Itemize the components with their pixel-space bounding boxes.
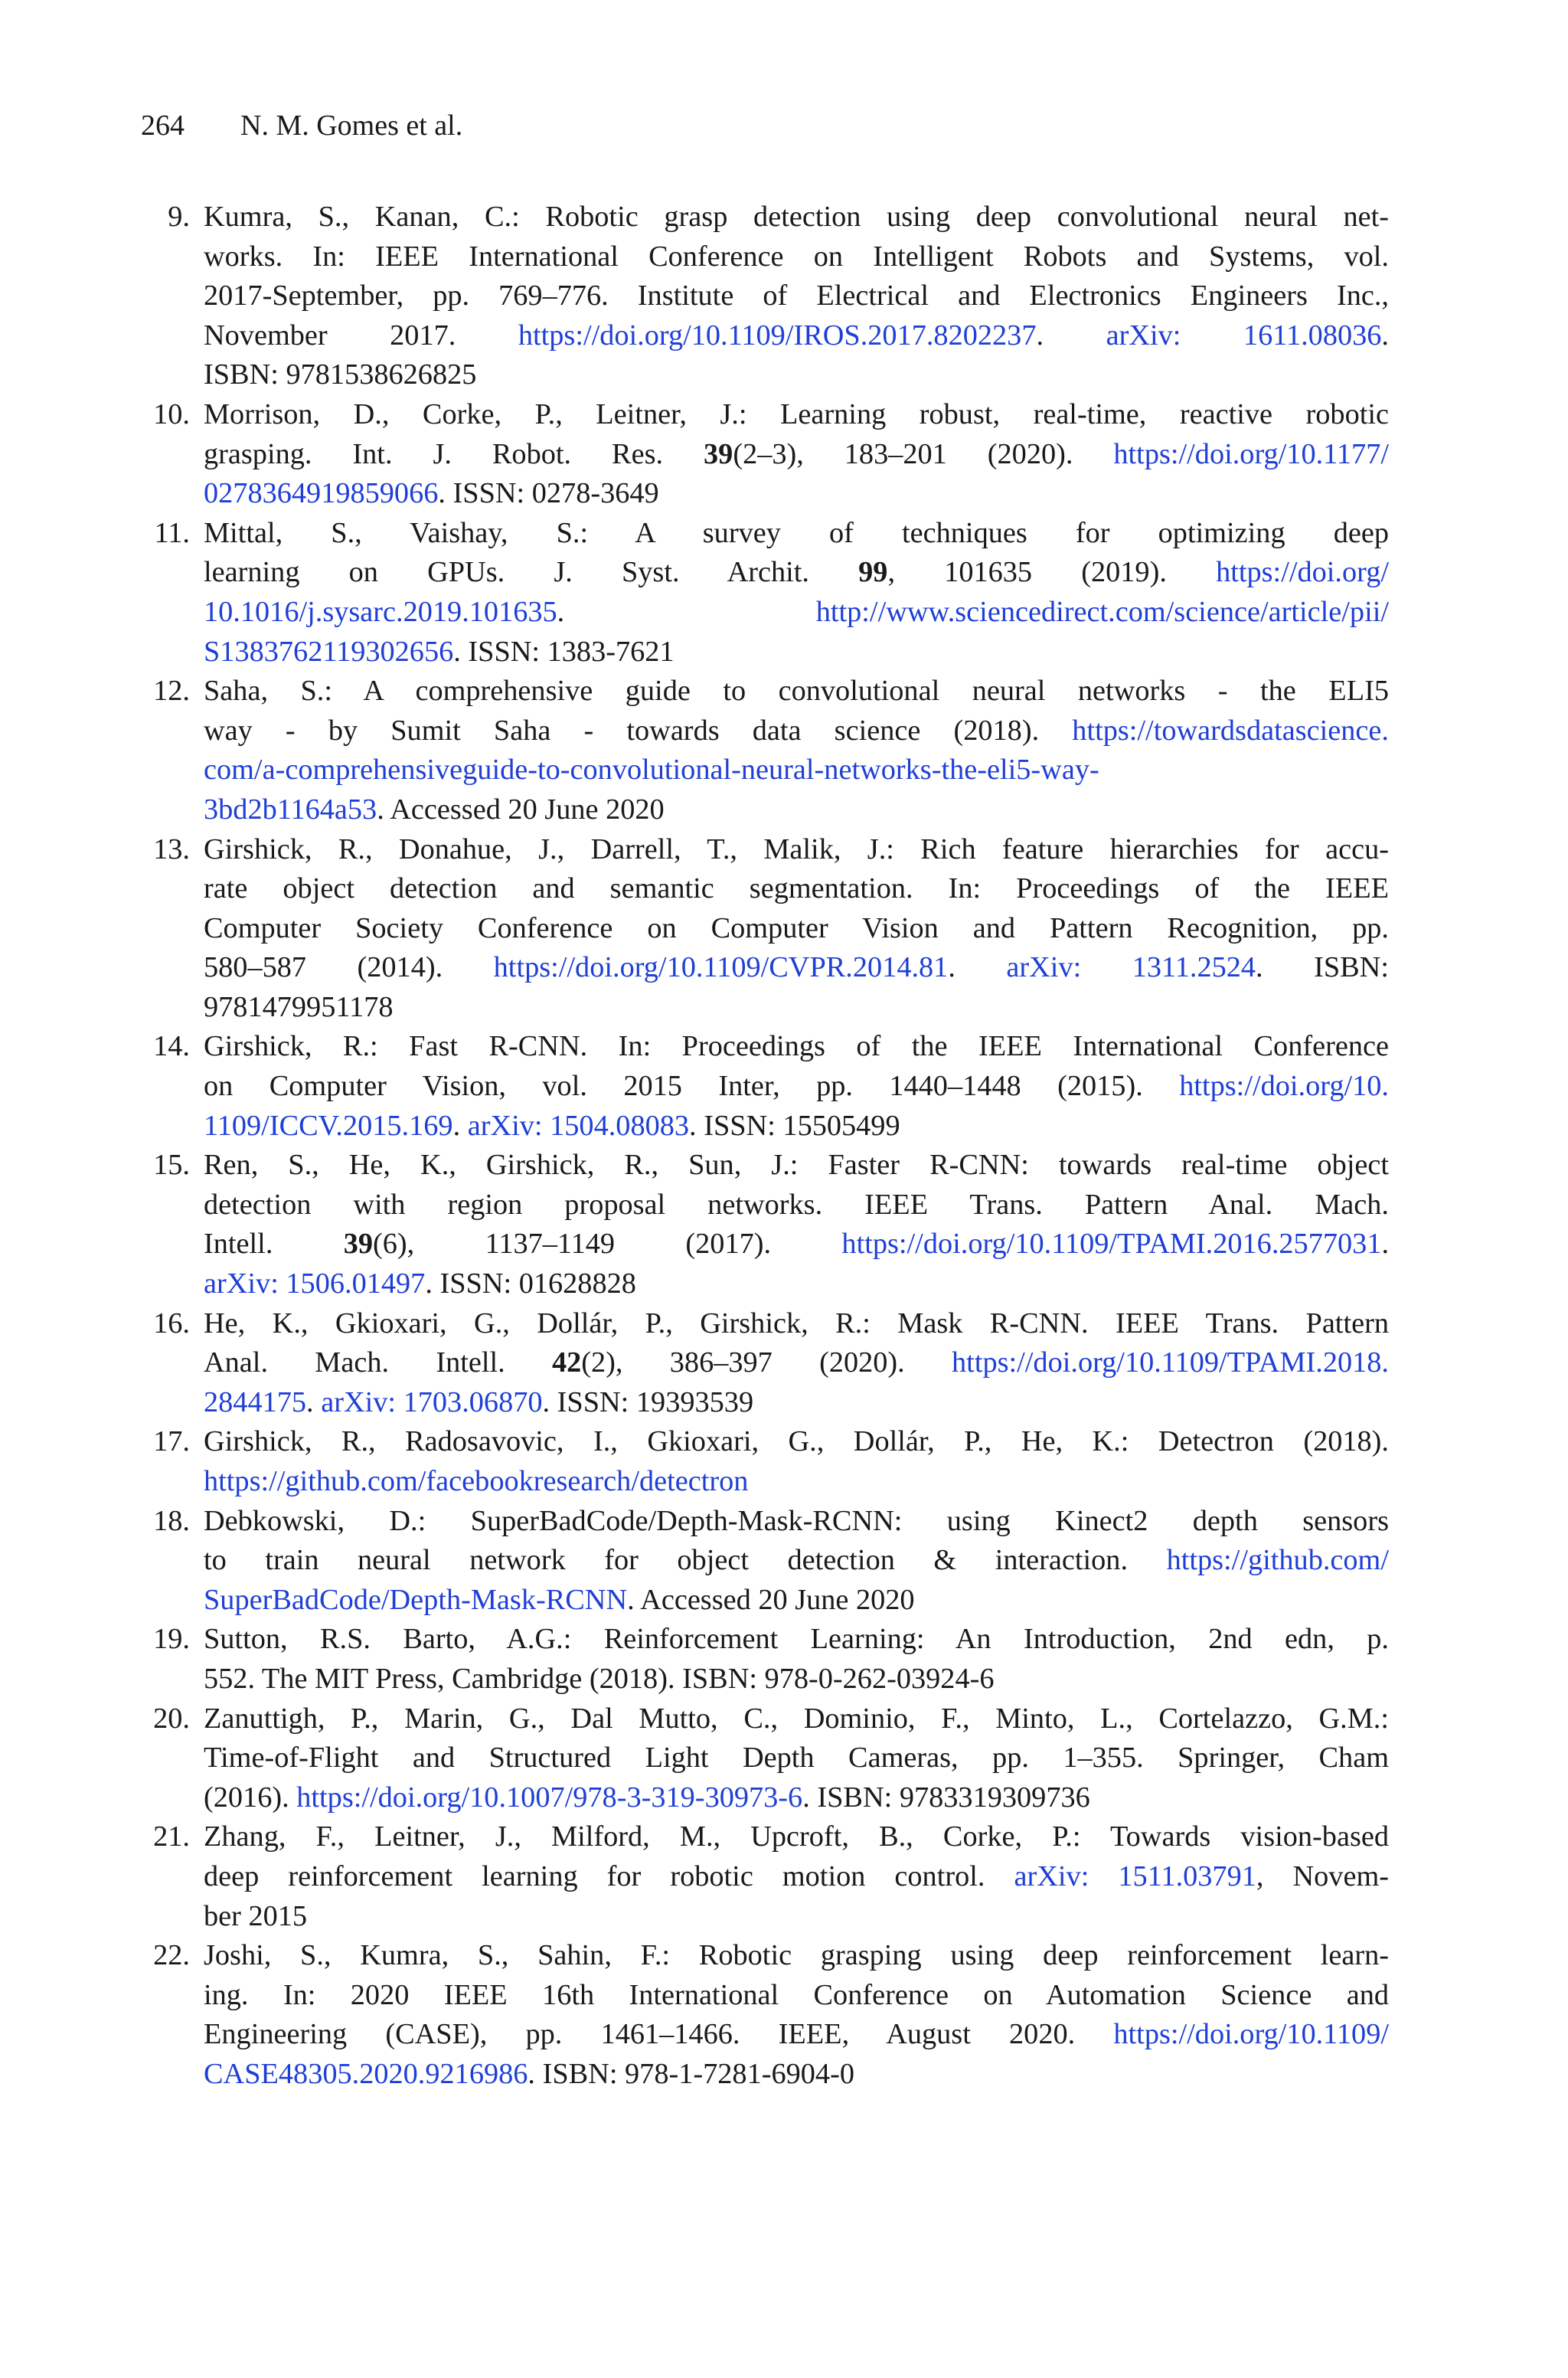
- reference-text: Engineering (CASE), pp. 1461–1466. IEEE, August 2020.: [204, 2018, 1114, 2051]
- reference-item: [141, 1304, 1389, 1423]
- reference-item: [141, 830, 1389, 1028]
- reference-link[interactable]: 2844175: [204, 1385, 307, 1418]
- reference-line: [204, 1462, 1389, 1502]
- reference-text: Time-of-Flight and Structured Light Depth Cameras, pp. 1–355. Springer, Cham: [204, 1742, 1389, 1775]
- reference-line: [204, 1107, 1389, 1146]
- reference-line: [204, 316, 1389, 356]
- reference-text: . ISSN: 15505499: [689, 1109, 900, 1142]
- reference-line: [204, 276, 1389, 316]
- reference-line: [204, 751, 1389, 790]
- reference-number: 20.: [153, 1702, 190, 1735]
- reference-line: [204, 830, 1389, 870]
- reference-line: [204, 672, 1389, 711]
- reference-text: . Accessed 20 June 2020: [377, 793, 665, 826]
- reference-text: Kumra, S., Kanan, C.: Robotic grasp detection using deep convolutional neural net-: [204, 201, 1389, 233]
- reference-line: [204, 395, 1389, 435]
- reference-text: on Computer Vision, vol. 2015 Inter, pp. 1440–1448 (2015).: [204, 1070, 1180, 1103]
- reference-text: Girshick, R., Donahue, J., Darrell, T., Malik, J.: Rich feature hierarchies for accu-: [204, 832, 1389, 865]
- reference-number: 18.: [153, 1504, 190, 1537]
- reference-text: .: [557, 595, 816, 628]
- reference-text: .: [1381, 319, 1389, 352]
- reference-number: 10.: [153, 397, 190, 430]
- reference-link[interactable]: CASE48305.2020.9216986: [204, 2057, 528, 2090]
- reference-link[interactable]: S1383762119302656: [204, 635, 454, 668]
- reference-line: [204, 1581, 1389, 1621]
- reference-line: [204, 1027, 1389, 1067]
- reference-line: [204, 1264, 1389, 1304]
- reference-link[interactable]: https://doi.org/10.: [1179, 1070, 1389, 1103]
- reference-line: [204, 474, 1389, 514]
- reference-text: Joshi, S., Kumra, S., Sahin, F.: Robotic grasping using deep reinforcement learn-: [204, 1939, 1389, 1972]
- reference-number: 15.: [153, 1149, 190, 1182]
- reference-line: [204, 1976, 1389, 2016]
- reference-item: [141, 395, 1389, 514]
- reference-link[interactable]: arXiv: 1504.08083: [467, 1109, 690, 1142]
- reference-link[interactable]: https://doi.org/10.1177/: [1113, 437, 1389, 470]
- reference-link[interactable]: arXiv: 1703.06870: [321, 1385, 543, 1418]
- reference-line: [204, 593, 1389, 633]
- reference-number: 13.: [153, 832, 190, 865]
- page-number: 264: [141, 110, 185, 142]
- reference-line: [204, 1541, 1389, 1581]
- reference-line: [204, 1304, 1389, 1344]
- reference-line: [204, 553, 1389, 593]
- reference-text: (2016).: [204, 1781, 297, 1814]
- reference-link[interactable]: https://doi.org/10.1109/CVPR.2014.81: [493, 951, 949, 984]
- reference-text: Girshick, R.: Fast R-CNN. In: Proceedings of the IEEE International Conference: [204, 1030, 1389, 1063]
- reference-text: .: [1036, 319, 1106, 352]
- reference-text: . ISSN: 0278-3649: [438, 477, 659, 510]
- reference-number: 17.: [153, 1425, 190, 1458]
- reference-text: 580–587 (2014).: [204, 951, 494, 984]
- reference-text: . ISSN: 1383-7621: [453, 635, 675, 668]
- reference-line: [204, 237, 1389, 277]
- volume-number: 39: [343, 1228, 374, 1261]
- reference-line: [204, 1660, 1389, 1699]
- reference-link[interactable]: https://doi.org/: [1216, 556, 1389, 589]
- reference-text: .: [452, 1109, 468, 1142]
- reference-text: way - by Sumit Saha - towards data science (2018).: [204, 714, 1073, 747]
- reference-text: Computer Society Conference on Computer Vision and Pattern Recognition, pp.: [204, 911, 1389, 944]
- reference-text: , 101635 (2019).: [887, 556, 1217, 589]
- reference-line: [204, 355, 1389, 395]
- reference-line: [204, 2055, 1389, 2095]
- reference-line: [204, 1817, 1389, 1857]
- reference-text: Zhang, F., Leitner, J., Milford, M., Upcroft, B., Corke, P.: Towards vision-based: [204, 1820, 1389, 1853]
- reference-item: [141, 1422, 1389, 1501]
- reference-link[interactable]: https://doi.org/10.1109/: [1113, 2018, 1389, 2051]
- reference-link[interactable]: 10.1016/j.sysarc.2019.101635: [204, 595, 557, 628]
- reference-link[interactable]: https://doi.org/10.1109/IROS.2017.8202237: [518, 319, 1037, 352]
- reference-text: .: [306, 1385, 322, 1418]
- reference-item: [141, 1620, 1389, 1699]
- reference-line: [204, 948, 1389, 988]
- reference-item: [141, 1146, 1389, 1303]
- reference-text: rate object detection and semantic segmentation. In: Proceedings of the IEEE: [204, 872, 1389, 905]
- reference-link[interactable]: arXiv: 1311.2524: [1006, 951, 1256, 984]
- reference-text: Ren, S., He, K., Girshick, R., Sun, J.: Faster R-CNN: towards real-time object: [204, 1149, 1389, 1182]
- reference-link[interactable]: 3bd2b1164a53: [204, 793, 377, 826]
- reference-line: [204, 1857, 1389, 1897]
- reference-line: [204, 435, 1389, 475]
- reference-link[interactable]: http://www.sciencedirect.com/science/article/pii/: [815, 595, 1389, 628]
- reference-line: [204, 2015, 1389, 2055]
- reference-text: Girshick, R., Radosavovic, I., Gkioxari, G., Dollár, P., He, K.: Detectron (2018).: [204, 1425, 1389, 1458]
- reference-link[interactable]: arXiv: 1506.01497: [204, 1268, 426, 1300]
- reference-text: .: [1381, 1228, 1389, 1261]
- reference-line: [204, 198, 1389, 237]
- reference-item: [141, 198, 1389, 395]
- reference-text: ISBN: 9781538626825: [204, 358, 477, 391]
- reference-text: Debkowski, D.: SuperBadCode/Depth-Mask-RCNN: using Kinect2 depth sensors: [204, 1504, 1389, 1537]
- volume-number: 39: [704, 437, 733, 470]
- reference-text: Sutton, R.S. Barto, A.G.: Reinforcement Learning: An Introduction, 2nd edn, p.: [204, 1623, 1389, 1656]
- reference-text: . ISBN: 9783319309736: [802, 1781, 1090, 1814]
- running-title: N. M. Gomes et al.: [240, 110, 463, 142]
- reference-link[interactable]: https://doi.org/10.1109/TPAMI.2016.2577031: [841, 1228, 1382, 1261]
- reference-line: [204, 869, 1389, 909]
- reference-text: November 2017.: [204, 319, 518, 352]
- reference-list: [141, 198, 1389, 2095]
- reference-item: [141, 1699, 1389, 1818]
- reference-text: 552. The MIT Press, Cambridge (2018). ISBN: 978-0-262-03924-6: [204, 1662, 995, 1695]
- reference-line: [204, 1383, 1389, 1423]
- reference-text: . ISBN:: [1256, 951, 1389, 984]
- reference-link[interactable]: https://doi.org/10.1109/TPAMI.2018.: [952, 1346, 1389, 1379]
- reference-item: [141, 1936, 1389, 2094]
- reference-text: ber 2015: [204, 1899, 308, 1932]
- reference-link[interactable]: 0278364919859066: [204, 477, 439, 510]
- reference-line: [204, 1502, 1389, 1542]
- reference-number: 21.: [153, 1820, 190, 1853]
- reference-item: [141, 1817, 1389, 1936]
- reference-line: [204, 1225, 1389, 1264]
- reference-text: deep reinforcement learning for robotic motion control.: [204, 1860, 1014, 1892]
- reference-line: [204, 633, 1389, 672]
- reference-line: [204, 909, 1389, 949]
- reference-line: [204, 1343, 1389, 1383]
- reference-line: [204, 711, 1389, 751]
- reference-text: 2017-September, pp. 769–776. Institute of Electrical and Electronics Engineers Inc.,: [204, 280, 1389, 312]
- reference-text: 9781479951178: [204, 990, 394, 1023]
- reference-text: (6), 1137–1149 (2017).: [373, 1228, 842, 1261]
- reference-item: [141, 672, 1389, 829]
- reference-text: Anal. Mach. Intell.: [204, 1346, 552, 1379]
- reference-text: Intell.: [204, 1228, 344, 1261]
- reference-line: [204, 514, 1389, 554]
- reference-number: 9.: [168, 201, 190, 233]
- reference-text: .: [948, 951, 1007, 984]
- reference-number: 19.: [153, 1623, 190, 1656]
- reference-link[interactable]: SuperBadCode/Depth-Mask-RCNN: [204, 1583, 628, 1616]
- reference-line: [204, 1936, 1389, 1976]
- reference-line: [204, 1699, 1389, 1739]
- reference-item: [141, 1027, 1389, 1146]
- reference-item: [141, 514, 1389, 672]
- volume-number: 99: [858, 556, 888, 589]
- reference-link[interactable]: https://github.com/: [1166, 1544, 1389, 1577]
- reference-line: [204, 1067, 1389, 1107]
- reference-text: works. In: IEEE International Conference on Intelligent Robots and Systems, vol.: [204, 240, 1389, 273]
- reference-item: [141, 1502, 1389, 1621]
- volume-number: 42: [551, 1346, 582, 1379]
- reference-number: 16.: [153, 1307, 190, 1339]
- reference-text: , Novem-: [1256, 1860, 1389, 1892]
- reference-text: Zanuttigh, P., Marin, G., Dal Mutto, C., Dominio, F., Minto, L., Cortelazzo, G.M.:: [204, 1702, 1389, 1735]
- reference-link[interactable]: https://doi.org/10.1007/978-3-319-30973-6: [296, 1781, 803, 1814]
- reference-text: ing. In: 2020 IEEE 16th International Conference on Automation Science and: [204, 1978, 1389, 2011]
- reference-link[interactable]: com/a-comprehensiveguide-to-convolutional-neural-networks-the-eli5-way-: [204, 754, 1099, 787]
- reference-text: . ISBN: 978-1-7281-6904-0: [528, 2057, 854, 2090]
- reference-link[interactable]: 1109/ICCV.2015.169: [204, 1109, 453, 1142]
- reference-line: [204, 1146, 1389, 1186]
- reference-number: 11.: [154, 516, 190, 549]
- reference-text: detection with region proposal networks. IEEE Trans. Pattern Anal. Mach.: [204, 1188, 1389, 1221]
- reference-line: [204, 1186, 1389, 1225]
- reference-link[interactable]: https://github.com/facebookresearch/detectron: [204, 1465, 749, 1497]
- reference-number: 22.: [153, 1939, 190, 1972]
- reference-text: (2–3), 183–201 (2020).: [733, 437, 1114, 470]
- reference-text: Morrison, D., Corke, P., Leitner, J.: Learning robust, real-time, reactive robotic: [204, 397, 1389, 430]
- reference-text: . ISSN: 01628828: [425, 1268, 636, 1300]
- reference-number: 12.: [153, 675, 190, 708]
- reference-line: [204, 1620, 1389, 1660]
- reference-text: grasping. Int. J. Robot. Res.: [204, 437, 704, 470]
- reference-link[interactable]: arXiv: 1611.08036: [1106, 319, 1382, 352]
- reference-text: (2), 386–397 (2020).: [581, 1346, 952, 1379]
- reference-text: He, K., Gkioxari, G., Dollár, P., Girshick, R.: Mask R-CNN. IEEE Trans. Pattern: [204, 1307, 1389, 1339]
- reference-link[interactable]: arXiv: 1511.03791: [1014, 1860, 1256, 1892]
- reference-line: [204, 1422, 1389, 1462]
- reference-line: [204, 1897, 1389, 1937]
- reference-line: [204, 988, 1389, 1028]
- reference-text: Mittal, S., Vaishay, S.: A survey of techniques for optimizing deep: [204, 516, 1389, 549]
- reference-text: Saha, S.: A comprehensive guide to convolutional neural networks - the ELI5: [204, 675, 1389, 708]
- reference-text: . ISSN: 19393539: [542, 1385, 754, 1418]
- reference-line: [204, 1778, 1389, 1818]
- reference-line: [204, 790, 1389, 830]
- reference-text: . Accessed 20 June 2020: [627, 1583, 915, 1616]
- reference-text: learning on GPUs. J. Syst. Archit.: [204, 556, 859, 589]
- reference-number: 14.: [153, 1030, 190, 1063]
- reference-line: [204, 1739, 1389, 1778]
- reference-link[interactable]: https://towardsdatascience.: [1072, 714, 1389, 747]
- running-header: [141, 106, 462, 146]
- reference-text: to train neural network for object detection & interaction.: [204, 1544, 1167, 1577]
